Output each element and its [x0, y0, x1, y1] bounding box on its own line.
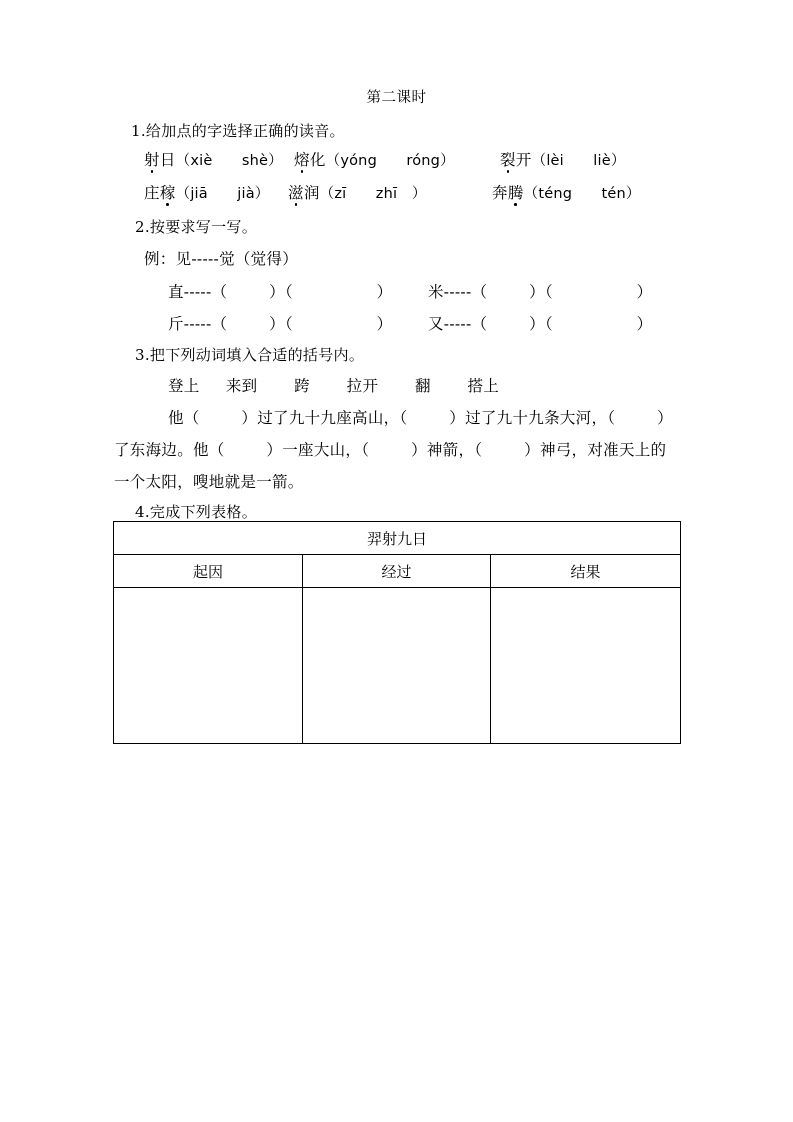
table-title-cell: 羿射九日 — [114, 522, 681, 555]
emphasis-dot-char: 稼 — [159, 184, 176, 202]
table-column-header-process: 经过 — [303, 555, 491, 588]
table-header-row — [114, 555, 681, 588]
q3-passage-line-1: 他（ ）过了九十九座高山，（ ）过了九十九条大河，（ ） — [168, 409, 673, 427]
table-column-header-cause: 起因 — [114, 555, 303, 588]
table-answer-cell-process[interactable] — [303, 588, 491, 744]
q1-item-6-word: 奔腾 — [492, 184, 524, 202]
q1-item-5-pinyin: （zī zhī ） — [319, 186, 427, 202]
emphasis-dot-char: 裂 — [500, 151, 516, 169]
answer-table-wrapper — [113, 521, 680, 744]
q3-passage-line-3: 一个太阳，嗖地就是一箭。 — [114, 473, 304, 491]
emphasis-dot-char: 腾 — [507, 184, 524, 202]
q1-item-6-pinyin: （téng tén） — [523, 186, 641, 202]
emphasis-dot-char: 射 — [144, 151, 160, 169]
question-2-heading: 2.按要求写一写。 — [135, 218, 258, 236]
q3-passage-line-2: 了东海边。他（ ）一座大山，（ ）神箭，（ ）神弓，对准天上的 — [114, 441, 667, 459]
table-column-header-result: 结果 — [491, 555, 681, 588]
q1-item-3 — [500, 153, 626, 169]
table-title-row — [114, 522, 681, 555]
question-3-heading: 3.把下列动词填入合适的括号内。 — [135, 346, 365, 364]
answer-table — [113, 521, 681, 744]
question-4-heading: 4.完成下列表格。 — [135, 503, 258, 521]
q2-practice-row-1-left: 直-----（ ）（ ） — [168, 283, 393, 301]
q1-item-3-word: 裂开 — [500, 151, 532, 169]
page-title: 第二课时 — [366, 90, 427, 106]
table-answer-cell-result[interactable] — [491, 588, 681, 744]
q1-item-5-word: 滋润 — [288, 184, 320, 202]
q2-practice-row-2-right: 又-----（ ）（ ） — [428, 315, 653, 333]
q1-item-1-word: 射日 — [144, 151, 176, 169]
q1-item-1 — [144, 153, 283, 169]
q2-practice-row-1-right: 米-----（ ）（ ） — [428, 283, 653, 301]
q1-item-6 — [492, 186, 641, 202]
table-row — [114, 588, 681, 744]
table-answer-cell-cause[interactable] — [114, 588, 303, 744]
q1-item-3-pinyin: （lèi liè） — [531, 153, 626, 169]
emphasis-dot-char: 滋 — [288, 184, 304, 202]
q2-example: 例：见-----觉（觉得） — [144, 250, 299, 268]
q3-word-bank: 登上 来到 跨 拉开 翻 搭上 — [168, 377, 500, 395]
q1-item-2 — [294, 153, 455, 169]
emphasis-dot-char: 熔 — [294, 151, 310, 169]
q1-item-2-pinyin: （yóng róng） — [325, 153, 455, 169]
q1-item-1-pinyin: （xiè shè） — [175, 153, 283, 169]
question-1-heading: 1.给加点的字选择正确的读音。 — [131, 122, 345, 140]
q1-item-4-pinyin: （jiā jià） — [175, 186, 270, 202]
q2-practice-row-2-left: 斤-----（ ）（ ） — [168, 315, 393, 333]
q1-item-4-word: 庄稼 — [144, 184, 176, 202]
q1-item-2-word: 熔化 — [294, 151, 326, 169]
q1-item-4 — [144, 186, 270, 202]
q1-item-5 — [288, 186, 427, 202]
